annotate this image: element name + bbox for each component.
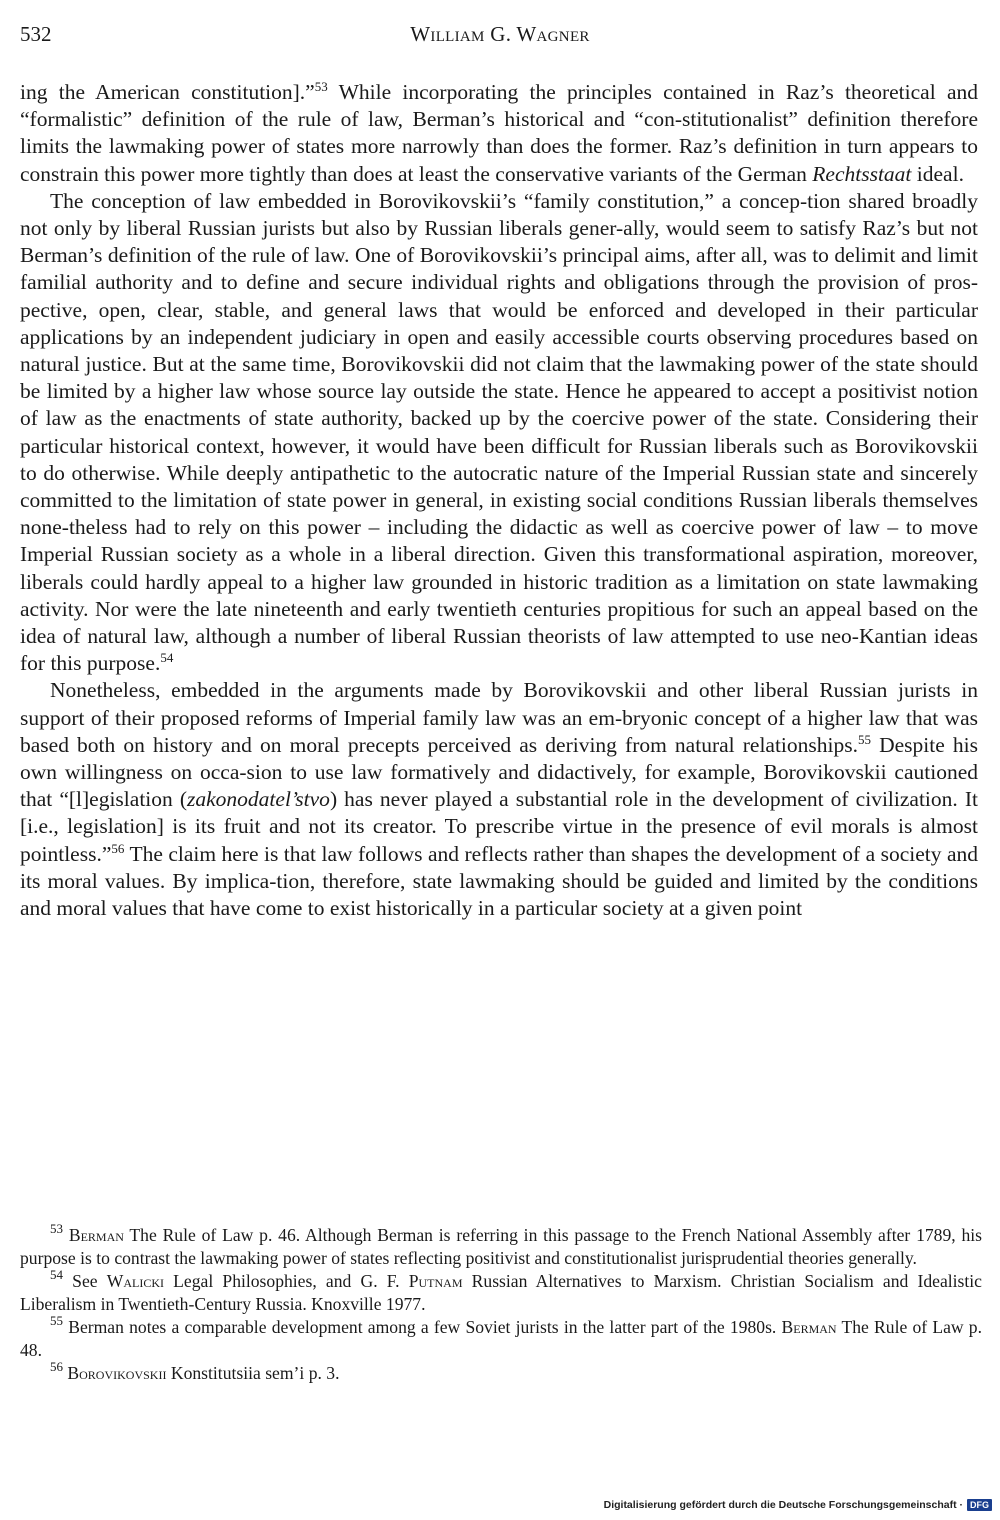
credit-text: Digitalisierung gefördert durch die Deutsche Forschungsgemeinschaft · (603, 1499, 963, 1511)
footnotes (20, 1221, 983, 1385)
footnote-54: $^{54}$ See Walicki Legal Philosophies, and G. F. Putnam Russian Alternatives to Marxism. Christian Socialism and Idealistic Liberalism in Twentieth-Century Russia. Knoxville 1977. (20, 1267, 982, 1314)
dfg-logo-icon: DFG (967, 1499, 992, 1511)
running-head: William G. Wagner (410, 22, 590, 46)
page-header (20, 22, 980, 62)
footnote-ref[interactable]: 54 (160, 650, 174, 666)
body-text (20, 79, 978, 922)
footnote-53: $^{53}$ Berman The Rule of Law p. 46. Although Berman is referring in this passage to the French National Assembly after 1789, his purpose is to contrast the lawmaking power of states reflecting positivist and constitutionalist jurisprudential theories generally. (20, 1221, 983, 1268)
page-number: 532 (20, 22, 52, 46)
paragraph-2: The conception of law embedded in Borovikovskii’s “family constitution,” a concep-tion shared broadly not only by liberal Russian jurists but also by Russian liberals gener-ally, would seem to satisfy Raz’s but not Berman’s definition of the rule of law. One of Borovikovskii’s principal aims, after all, was to delimit and limit familial authority and to define and secure individual rights and obligations through the provision of pros-pective, open, clear, stable, and general laws that would be enforced and developed in their particular applications by an independent judiciary in open and easily accessible courts observing procedures based on natural justice. But at the same time, Borovikovskii did not claim that the lawmaking power of the state should be limited by a higher law whose source lay outside the state. Hence he appeared to accept a positivist notion of law as the enactments of state authority, backed up by the coercive power of the state. Considering their particular historical context, however, it would have been difficult for Russian liberals such as Borovikovskii to do otherwise. While deeply antipathetic to the autocratic nature of the Imperial Russian state and sincerely committed to the limitation of state power in general, in existing social conditions Russian liberals themselves none-theless had to rely on this power – including the didactic as well as coercive power of law – to move Imperial Russian society as a whole in a liberal direction. Given this transformational aspiration, moreover, liberals could hardly appeal to a higher law grounded in historic tradition as a limitation on state lawmaking activity. Nor were the late nineteenth and early twentieth centuries propitious for such an appeal based on the idea of natural law, although a number of liberal Russian theorists of law attempted to use neo-Kantian ideas for this purpose.$^{54}$ (20, 188, 978, 676)
footnote-55: $^{55}$ Berman notes a comparable development among a few Soviet jurists in the latter part of the 1980s. Berman The Rule of Law p. 48. (20, 1313, 982, 1360)
footnote-ref[interactable]: 56 (111, 840, 125, 856)
footnote-ref[interactable]: 55 (858, 732, 871, 748)
paragraph-3: Nonetheless, embedded in the arguments made by Borovikovskii and other liberal Russian jurists in support of their proposed reforms of Imperial family law was an em-bryonic concept of a higher law that was based both on history and on moral precepts perceived as deriving from natural relationships.$^{55}$ Despite his own willingness on occa-sion to use law formatively and didactively, for example, Borovikovskii cautioned that “[l]egislation (zakonodatel’stvo) has never played a substantial role in the development of civilization. It [i.e., legislation] is its fruit and not its creator. To prescribe virtue in the presence of evil morals is almost pointless.”$^{56}$ The claim here is that law follows and reflects rather than shapes the development of a society and its moral values. By implica-tion, therefore, state lawmaking should be guided and limited by the conditions and moral values that have come to exist historically in a particular society at a given point (20, 678, 978, 921)
paragraph-1: ing the American constitution].”$^{53}$ While incorporating the principles contained in Raz’s theoretical and “formalistic” definition of the rule of law, Berman’s historical and “con-stitutionalist” definition therefore limits the lawmaking power of states more narrowly than does the former. Raz’s definition in turn appears to constrain this power more tightly than does at least the conservative variants of the German Rechtsstaat ideal. (20, 79, 978, 186)
footnote-56: $^{56}$ Borovikovskii Konstitutsiia sem’i p. 3. (50, 1359, 340, 1383)
footnote-ref[interactable]: 53 (314, 79, 328, 95)
digitization-credit (604, 1496, 992, 1514)
